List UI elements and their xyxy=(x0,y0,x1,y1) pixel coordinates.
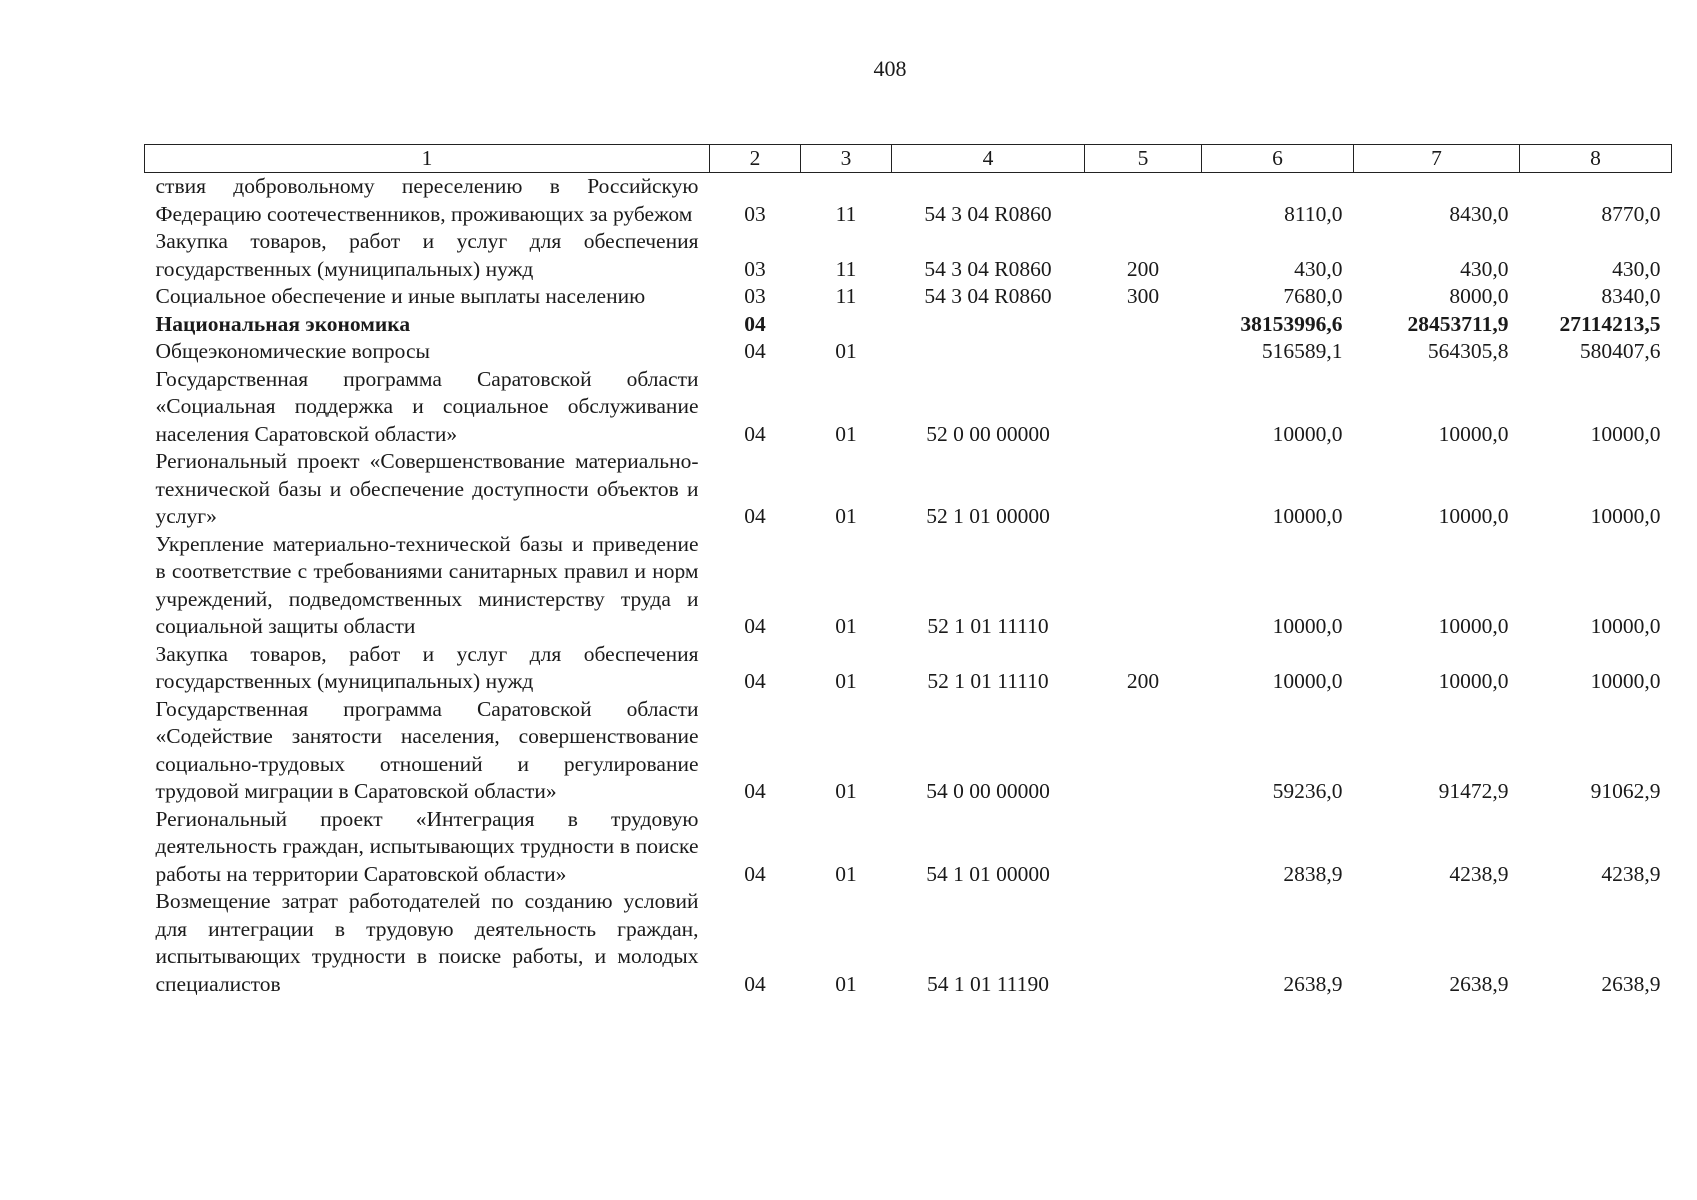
row-section: 04 xyxy=(744,339,766,363)
row-amount-year-2: 10000,0 xyxy=(1438,504,1509,528)
header-col-7: 7 xyxy=(1354,145,1520,173)
row-amount-year-1: 10000,0 xyxy=(1272,504,1343,528)
row-expense-type xyxy=(1085,696,1202,806)
row-section: 03 xyxy=(744,201,766,226)
row-name: Государственная программа Саратовской области «Социальная поддержка и социальное обслуживание населения Саратовской области» xyxy=(155,366,699,446)
row-amount-year-3: 10000,0 xyxy=(1590,669,1661,693)
table-header xyxy=(145,145,1672,173)
row-amount-year-2: 10000,0 xyxy=(1438,669,1509,693)
row-section: 03 xyxy=(744,284,766,308)
row-amount-year-3: 27114213,5 xyxy=(1559,311,1661,336)
row-amount-year-1: 8110,0 xyxy=(1284,201,1343,226)
row-expense-type: 200 xyxy=(1126,669,1160,693)
table-row xyxy=(145,448,1672,531)
row-amount-year-1: 7680,0 xyxy=(1283,284,1343,308)
row-expense-type xyxy=(1085,806,1202,889)
row-target-article: 54 1 01 11190 xyxy=(926,971,1050,996)
row-target-article: 54 3 04 R0860 xyxy=(924,284,1052,308)
page-number: 408 xyxy=(873,56,907,81)
row-target-article: 52 1 01 11110 xyxy=(927,614,1049,638)
table-body xyxy=(145,173,1672,999)
row-amount-year-3: 10000,0 xyxy=(1590,421,1661,446)
row-target-article: 52 1 01 00000 xyxy=(926,504,1050,528)
row-name: Закупка товаров, работ и услуг для обеспечения государственных (муниципальных) нужд xyxy=(155,641,699,693)
row-target-article: 54 1 01 00000 xyxy=(926,861,1050,886)
row-amount-year-2: 10000,0 xyxy=(1438,421,1509,446)
row-subsection: 01 xyxy=(835,421,857,446)
row-name: Общеэкономические вопросы xyxy=(155,339,430,363)
row-section: 04 xyxy=(744,614,766,638)
row-amount-year-1: 516589,1 xyxy=(1261,339,1343,363)
row-section: 03 xyxy=(744,256,766,281)
table-row xyxy=(145,696,1672,806)
row-target-article: 52 1 01 11110 xyxy=(927,669,1049,693)
row-amount-year-3: 10000,0 xyxy=(1590,504,1661,528)
header-col-3: 3 xyxy=(801,145,892,173)
row-amount-year-2: 10000,0 xyxy=(1438,614,1509,638)
row-section: 04 xyxy=(744,669,766,693)
row-amount-year-1: 59236,0 xyxy=(1272,779,1343,803)
table-row xyxy=(145,888,1672,998)
row-name: ствия добровольному переселению в Российскую Федерацию соотечественников, проживающих за рубежом xyxy=(155,174,699,226)
row-section: 04 xyxy=(744,861,766,886)
row-amount-year-1: 10000,0 xyxy=(1272,669,1343,693)
header-col-2: 2 xyxy=(710,145,801,173)
row-subsection: 01 xyxy=(835,614,857,638)
row-expense-type: 200 xyxy=(1126,256,1160,281)
row-target-article: 54 3 04 R0860 xyxy=(924,201,1052,226)
row-amount-year-1: 430,0 xyxy=(1294,256,1343,281)
row-amount-year-2: 564305,8 xyxy=(1427,339,1509,363)
row-subsection: 11 xyxy=(835,284,857,308)
row-amount-year-2: 8000,0 xyxy=(1449,284,1509,308)
row-target-article xyxy=(892,338,1085,366)
row-name: Государственная программа Саратовской области «Содействие занятости населения, совершенствование социально-трудовых отношений и регулирование трудовой миграции в Саратовской области» xyxy=(155,696,699,803)
row-subsection: 11 xyxy=(835,256,857,281)
row-target-article: 54 3 04 R0860 xyxy=(924,256,1052,281)
row-expense-type xyxy=(1085,366,1202,449)
row-amount-year-2: 28453711,9 xyxy=(1407,311,1509,336)
header-col-1: 1 xyxy=(145,145,710,173)
row-amount-year-2: 8430,0 xyxy=(1449,201,1509,226)
header-col-6: 6 xyxy=(1202,145,1354,173)
row-target-article: 54 0 00 00000 xyxy=(926,779,1050,803)
row-section: 04 xyxy=(744,971,766,996)
row-expense-type xyxy=(1085,448,1202,531)
table-row xyxy=(145,173,1672,229)
header-col-4: 4 xyxy=(892,145,1085,173)
row-target-article: 52 0 00 00000 xyxy=(926,421,1050,446)
row-name: Социальное обеспечение и иные выплаты населению xyxy=(155,284,646,308)
row-amount-year-3: 10000,0 xyxy=(1590,614,1661,638)
row-subsection: 01 xyxy=(835,779,857,803)
header-col-8: 8 xyxy=(1520,145,1672,173)
row-amount-year-3: 8770,0 xyxy=(1601,201,1661,226)
row-subsection: 11 xyxy=(835,201,857,226)
row-name: Национальная экономика xyxy=(155,311,411,336)
header-row xyxy=(145,145,1672,173)
row-subsection: 01 xyxy=(835,339,857,363)
table-row xyxy=(145,311,1672,339)
row-amount-year-1: 10000,0 xyxy=(1272,421,1343,446)
row-amount-year-2: 430,0 xyxy=(1460,256,1509,281)
row-section: 04 xyxy=(744,421,766,446)
row-amount-year-3: 2638,9 xyxy=(1601,971,1661,996)
row-amount-year-3: 4238,9 xyxy=(1601,861,1661,886)
row-expense-type xyxy=(1085,311,1202,339)
row-name: Возмещение затрат работодателей по созданию условий для интеграции в трудовую деятельность граждан, испытывающих трудности в поиске работы, и молодых специалистов xyxy=(155,889,699,996)
table-row xyxy=(145,641,1672,696)
row-section: 04 xyxy=(744,779,766,803)
row-amount-year-3: 91062,9 xyxy=(1590,779,1661,803)
row-name: Укрепление материально-технической базы и приведение в соответствие с требованиями санитарных правил и норм учреждений, подведомственных министерству труда и социальной защиты области xyxy=(155,531,699,638)
table-row xyxy=(145,806,1672,889)
row-expense-type xyxy=(1085,173,1202,229)
row-amount-year-1: 2638,9 xyxy=(1283,971,1343,996)
row-target-article xyxy=(892,311,1085,339)
row-amount-year-2: 2638,9 xyxy=(1449,971,1509,996)
row-amount-year-3: 580407,6 xyxy=(1579,339,1661,363)
row-name: Региональный проект «Совершенствование материально-технической базы и обеспечение доступности объектов и услуг» xyxy=(155,449,699,528)
row-expense-type xyxy=(1085,888,1202,998)
row-expense-type xyxy=(1085,338,1202,366)
row-subsection xyxy=(801,311,892,339)
table-row xyxy=(145,228,1672,283)
row-subsection: 01 xyxy=(835,971,857,996)
header-col-5: 5 xyxy=(1085,145,1202,173)
row-subsection: 01 xyxy=(835,669,857,693)
table-row xyxy=(145,338,1672,366)
row-subsection: 01 xyxy=(835,861,857,886)
row-name: Закупка товаров, работ и услуг для обеспечения государственных (муниципальных) нужд xyxy=(155,229,699,281)
row-name: Региональный проект «Интеграция в трудовую деятельность граждан, испытывающих трудности в поиске работы на территории Саратовской области» xyxy=(155,806,699,886)
row-amount-year-1: 38153996,6 xyxy=(1240,311,1343,336)
row-amount-year-3: 430,0 xyxy=(1612,256,1661,281)
row-section: 04 xyxy=(744,311,766,336)
row-amount-year-1: 10000,0 xyxy=(1272,614,1343,638)
budget-table xyxy=(144,144,1672,998)
row-amount-year-2: 4238,9 xyxy=(1449,861,1509,886)
table-row xyxy=(145,283,1672,311)
table-row xyxy=(145,366,1672,449)
row-amount-year-1: 2838,9 xyxy=(1283,861,1343,886)
row-expense-type xyxy=(1085,531,1202,641)
row-amount-year-2: 91472,9 xyxy=(1438,779,1509,803)
table-row xyxy=(145,531,1672,641)
row-amount-year-3: 8340,0 xyxy=(1601,284,1661,308)
row-subsection: 01 xyxy=(835,504,857,528)
row-expense-type: 300 xyxy=(1126,284,1160,308)
row-section: 04 xyxy=(744,504,766,528)
